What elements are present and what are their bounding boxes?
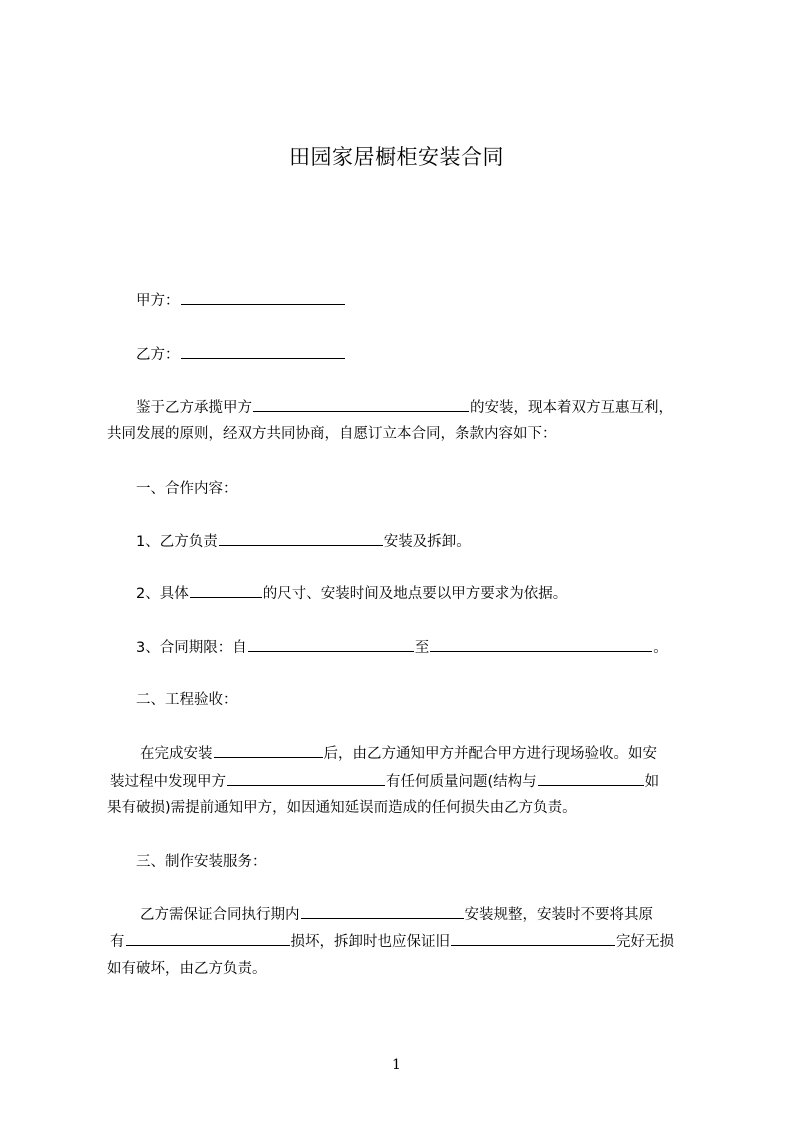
party-a-blank	[181, 291, 345, 305]
section-3-blank-2	[126, 932, 290, 946]
party-b-blank	[181, 345, 345, 359]
section-2-heading: 二、工程验收：	[136, 692, 238, 708]
item-text: 安装及拆卸。	[383, 534, 471, 550]
para-text: 在完成安装	[140, 746, 213, 762]
party-a-label: 甲方：	[136, 293, 180, 309]
item-text: 2、具体	[136, 586, 189, 602]
section-3-line-2	[110, 932, 674, 952]
section-3-blank-1	[301, 905, 464, 919]
section-2-line-2	[110, 772, 659, 792]
section-3-line-1	[140, 905, 653, 925]
section-1-item-1	[136, 532, 471, 552]
section-2-blank-3	[538, 772, 644, 786]
section-2-blank-2	[227, 772, 385, 786]
intro-text: 鉴于乙方承揽甲方	[136, 400, 252, 416]
section-3-line-3	[107, 959, 267, 979]
item-text: 至	[414, 640, 430, 656]
page-title: 田园家居橱柜安装合同	[289, 145, 504, 169]
intro-line-1	[136, 398, 673, 418]
section-1-item-2	[136, 584, 567, 604]
item-3-end-blank	[430, 638, 652, 652]
para-text: 完好无损	[616, 934, 674, 950]
intro-blank	[253, 398, 469, 412]
para-text: 如有破坏，由乙方负责。	[107, 961, 267, 977]
para-text: 有任何质量问题(结构与	[386, 774, 537, 790]
intro-text: 共同发展的原则，经双方共同协商，自愿订立本合同，条款内容如下：	[107, 426, 557, 442]
section-1-heading: 一、合作内容：	[136, 481, 238, 497]
party-b-label: 乙方：	[136, 347, 180, 363]
section-3-heading: 三、制作安装服务：	[136, 854, 267, 870]
item-text: 。	[653, 640, 668, 656]
para-text: 有	[110, 934, 125, 950]
section-1-item-3	[136, 638, 668, 658]
page-number: 1	[392, 1057, 401, 1073]
para-text: 损坏，拆卸时也应保证旧	[290, 934, 450, 950]
item-2-blank	[190, 584, 262, 598]
item-1-blank	[219, 532, 383, 546]
party-a-line	[136, 291, 346, 311]
intro-line-2	[107, 424, 557, 444]
section-2-blank-1	[214, 744, 323, 758]
section-2-line-1	[140, 744, 657, 764]
item-text: 的尺寸、安装时间及地点要以甲方要求为依据。	[262, 586, 568, 602]
section-3-blank-3	[451, 932, 615, 946]
item-3-start-blank	[248, 638, 414, 652]
para-text: 乙方需保证合同执行期内	[140, 907, 300, 923]
section-2-line-3	[107, 798, 577, 818]
para-text: 如	[644, 774, 660, 790]
para-text: 装过程中发现甲方	[110, 774, 226, 790]
para-text: 果有破损)需提前通知甲方，如因通知延误而造成的任何损失由乙方负责。	[107, 800, 577, 816]
item-text: 1、乙方负责	[136, 534, 218, 550]
para-text: 安装规整，安装时不要将其原	[464, 907, 653, 923]
party-b-line	[136, 345, 346, 365]
para-text: 后，由乙方通知甲方并配合甲方进行现场验收。如安	[323, 746, 657, 762]
intro-text: 的安装，现本着双方互惠互利，	[470, 400, 673, 416]
item-text: 3、合同期限：自	[136, 640, 247, 656]
